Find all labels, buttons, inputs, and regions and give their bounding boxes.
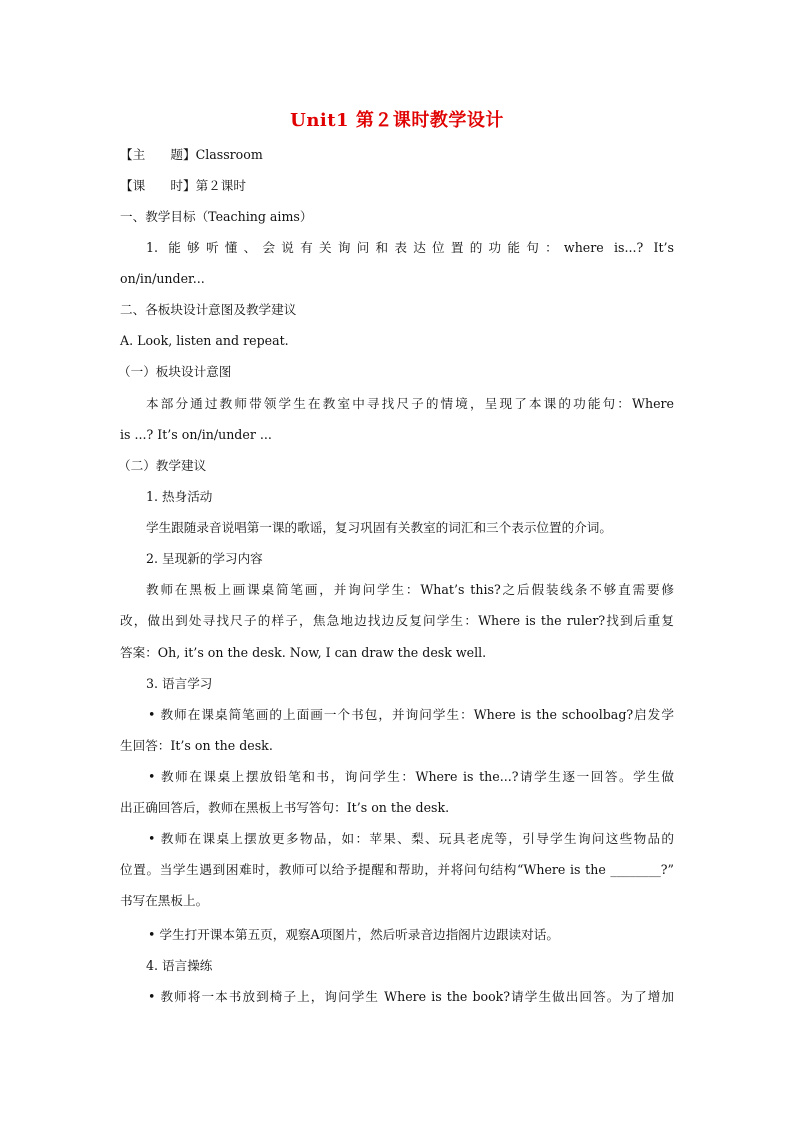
step3-bullet1-line2: 生回答：It’s on the desk. [120, 738, 273, 753]
sub1-text-line1: 本部分通过教师带领学生在教室中寻找尺子的情境，呈现了本课的功能句：Where [146, 396, 674, 411]
step2-heading: 2. 呈现新的学习内容 [146, 551, 263, 566]
step4-bullet1-line1: • 教师将一本书放到椅子上，询问学生 Where is the book?请学生做出回答。为了增加 [148, 989, 674, 1004]
section2-heading: 二、各板块设计意图及教学建议 [120, 302, 297, 317]
part-a-heading: A. Look, listen and repeat. [120, 333, 289, 348]
section1-item1-line2: on/in/under... [120, 271, 205, 286]
step3-bullet1-line1: • 教师在课桌简笔画的上面画一个书包，并询问学生：Where is the schoolbag?启发学 [148, 707, 674, 722]
document-title: Unit1 第２课时教学设计 [290, 110, 504, 131]
step3-bullet2-line2: 出正确回答后，教师在黑板上书写答句：It’s on the desk. [120, 800, 450, 815]
step3-bullet3-line3: 书写在黑板上。 [120, 893, 209, 908]
sub2-heading: （二）教学建议 [118, 458, 207, 473]
step3-bullet2-line1: • 教师在课桌上摆放铅笔和书，询问学生：Where is the...?请学生逐一回答。学生做 [148, 769, 674, 784]
topic-line: 【主 题】Classroom [120, 147, 263, 162]
step3-bullet4: • 学生打开课本第五页，观察A项图片，然后听录音边指阁片边跟读对话。 [148, 927, 559, 942]
step3-bullet3-line1: • 教师在课桌上摆放更多物品，如：苹果、梨、玩具老虎等，引导学生询问这些物品的 [148, 831, 674, 846]
step1-text: 学生跟随录音说唱第一课的歌谣，复习巩固有关教室的词汇和三个表示位置的介词。 [146, 520, 612, 535]
step4-heading: 4. 语言操练 [146, 958, 213, 973]
sub1-heading: （一）板块设计意图 [118, 364, 232, 379]
sub1-text-line2: is ...? It’s on/in/under ... [120, 427, 272, 442]
period-line: 【课 时】第２课时 [120, 178, 246, 193]
section1-item1-line1: 1. 能够听懂、会说有关询问和表达位置的功能句：where is...? It’s [146, 240, 674, 255]
step3-bullet3-line2: 位置。当学生遇到困难时，教师可以给予提醒和帮助，并将问句结构“Where is the ________?” [120, 862, 674, 877]
section1-heading: 一、教学目标（Teaching aims） [120, 209, 313, 224]
step2-text-line1: 教师在黑板上画课桌简笔画，并询问学生：What’s this?之后假装线条不够直需要修 [146, 582, 674, 597]
step2-text-line3: 答案：Oh, it’s on the desk. Now, I can draw the desk well. [120, 645, 487, 660]
step1-heading: 1. 热身活动 [146, 489, 213, 504]
step3-heading: 3. 语言学习 [146, 676, 213, 691]
step2-text-line2: 改，做出到处寻找尺子的样子，焦急地边找边反复问学生：Where is the ruler?找到后重复 [120, 613, 674, 628]
